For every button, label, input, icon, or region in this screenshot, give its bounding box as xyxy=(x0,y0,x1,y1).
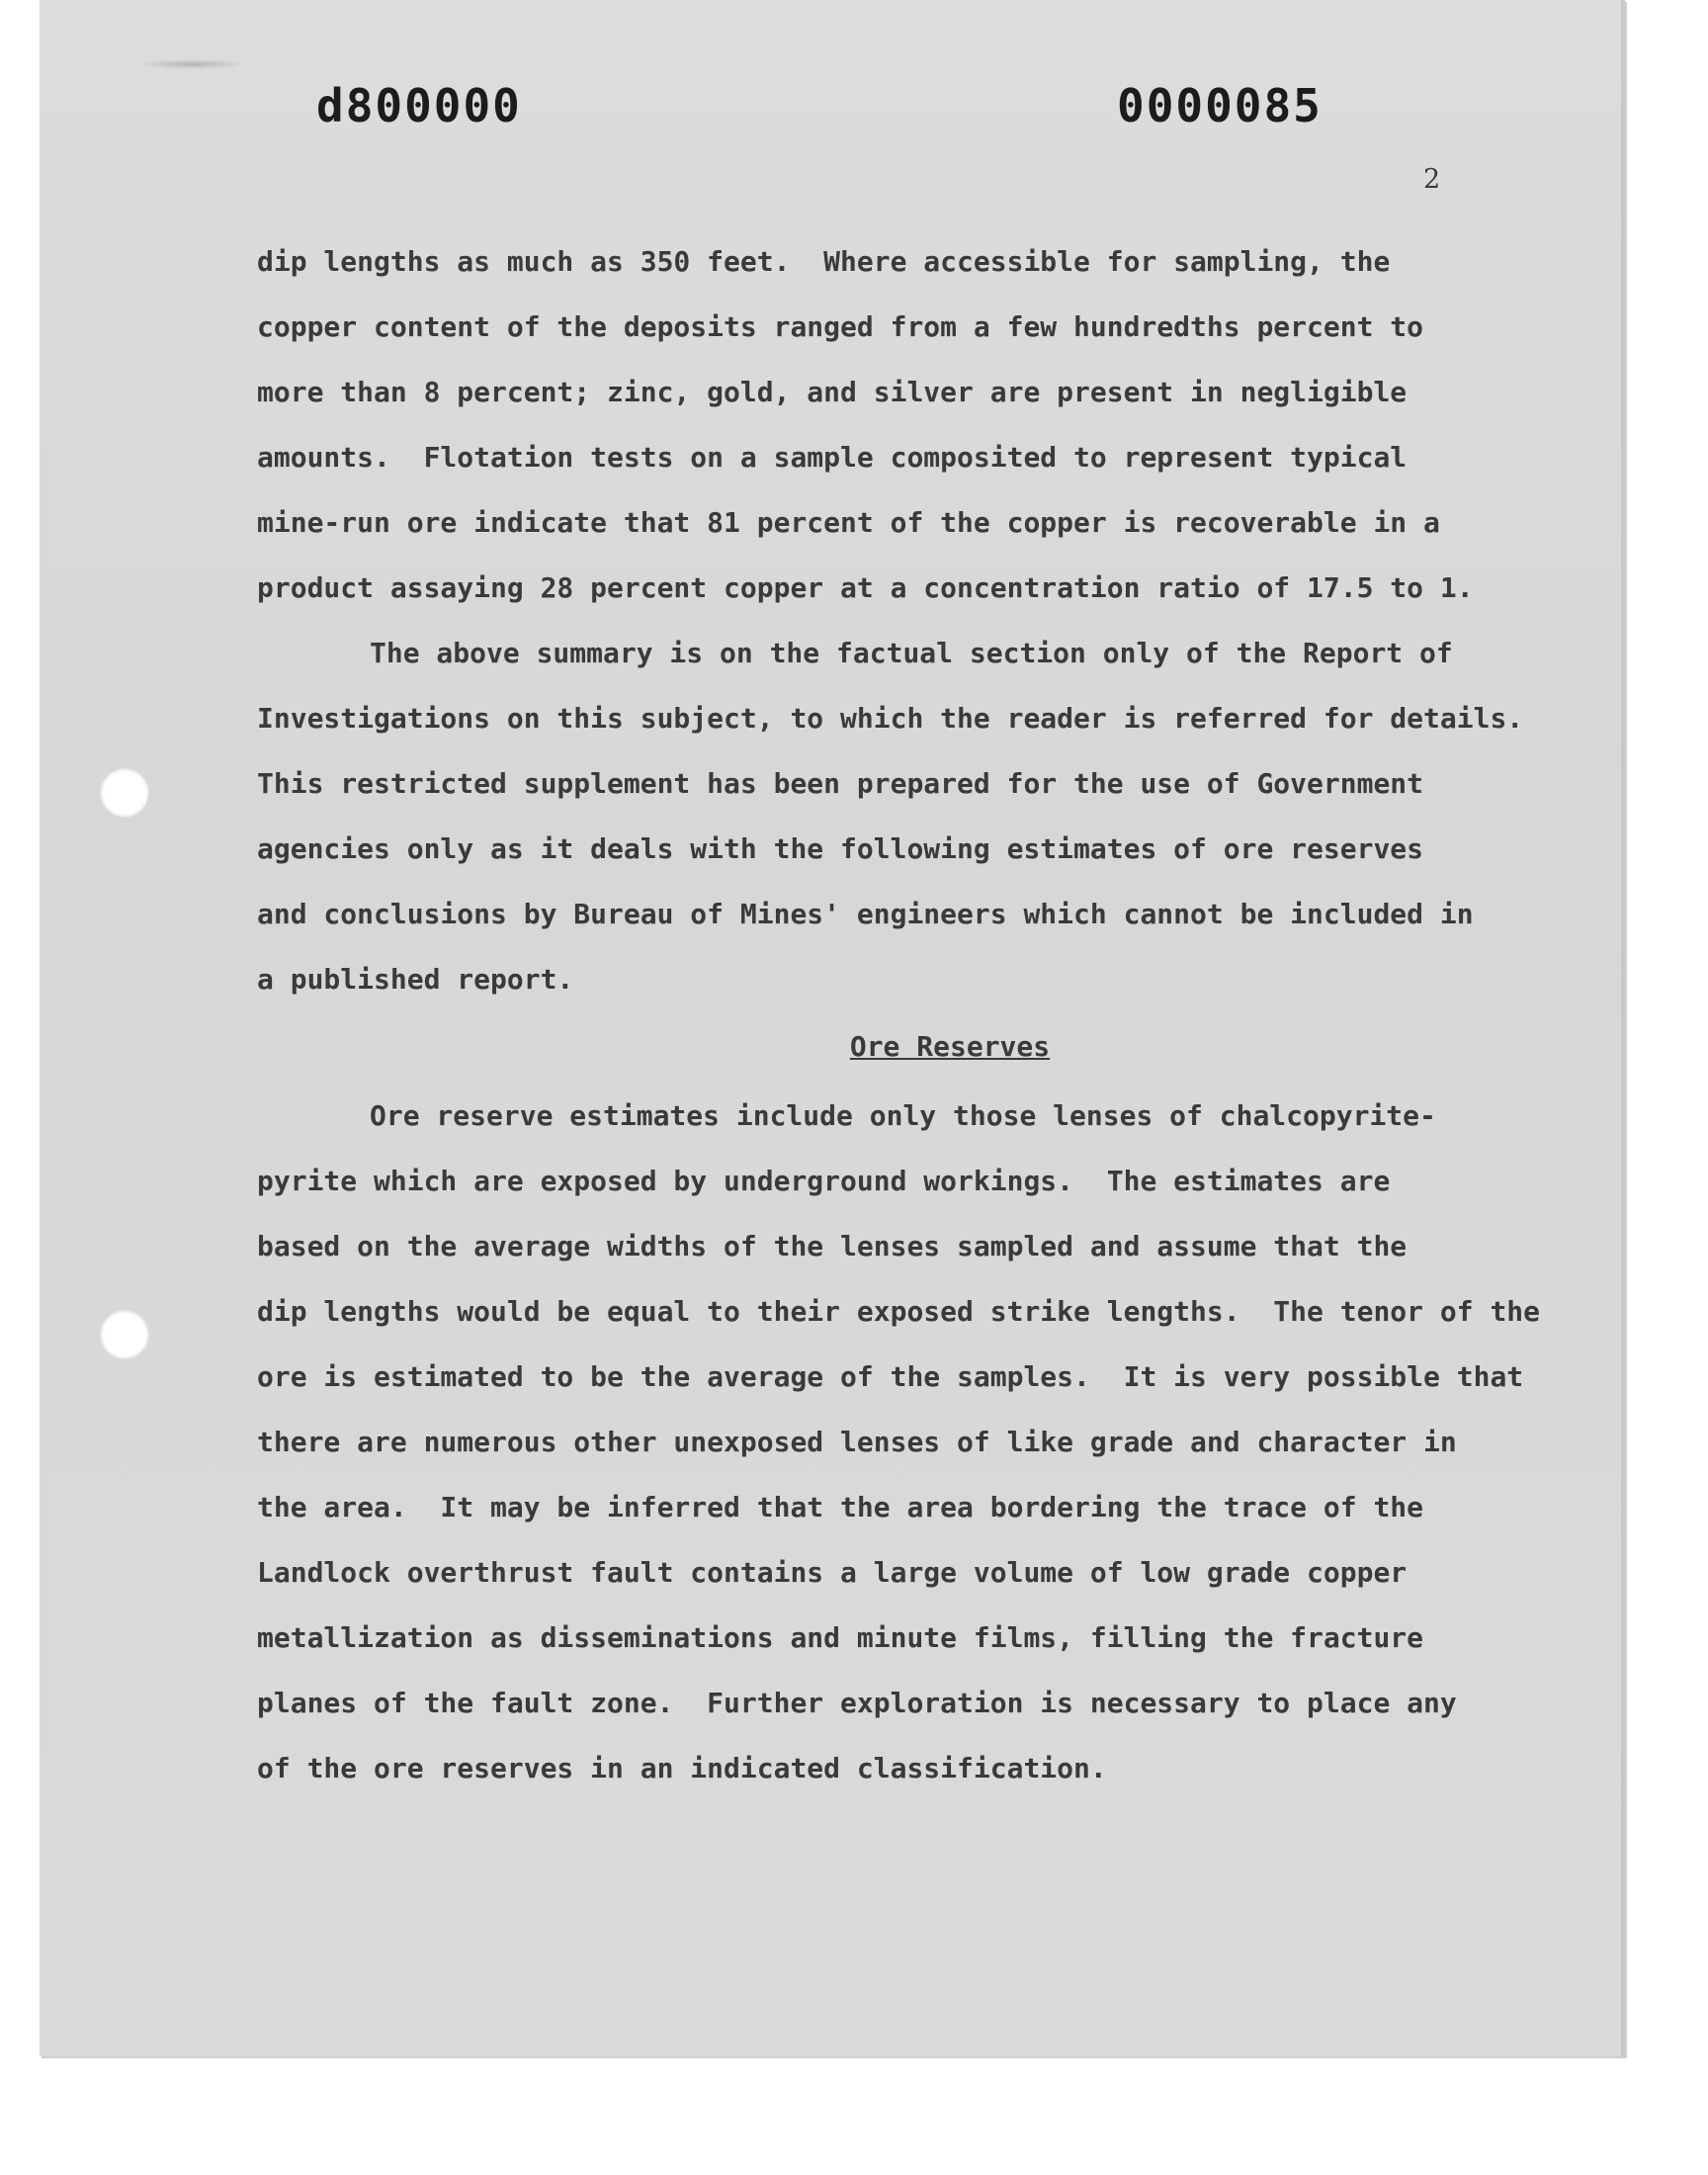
text-line: pyrite which are exposed by underground workings. The estimates are xyxy=(257,1165,1391,1197)
document-id-right: 0000085 xyxy=(1117,79,1323,132)
text-line: there are numerous other unexposed lenses of like grade and character in xyxy=(257,1426,1457,1458)
text-line: based on the average widths of the lenses sampled and assume that the xyxy=(257,1230,1408,1262)
text-line: planes of the fault zone. Further exploration is necessary to place any xyxy=(257,1687,1457,1719)
text-line: amounts. Flotation tests on a sample composited to represent typical xyxy=(257,441,1408,474)
text-line: metallization as disseminations and minute films, filling the fracture xyxy=(257,1621,1424,1654)
text-line: dip lengths as much as 350 feet. Where accessible for sampling, the xyxy=(257,245,1391,278)
text-line: the area. It may be inferred that the area bordering the trace of the xyxy=(257,1491,1424,1523)
text-line: The above summary is on the factual section only of the Report of xyxy=(370,637,1453,669)
text-line: copper content of the deposits ranged from a few hundredths percent to xyxy=(257,310,1424,343)
text-line: dip lengths would be equal to their exposed strike lengths. The tenor of the xyxy=(257,1295,1541,1328)
paragraph-restricted-supplement xyxy=(257,621,1542,1012)
section-heading xyxy=(0,1030,1708,1063)
text-line: a published report. xyxy=(257,963,574,996)
text-line: and conclusions by Bureau of Mines' engineers which cannot be included in xyxy=(257,898,1474,930)
paragraph-summary-continued xyxy=(257,229,1542,621)
text-line: This restricted supplement has been prepared for the use of Government xyxy=(257,767,1424,800)
text-line: Landlock overthrust fault contains a large volume of low grade copper xyxy=(257,1556,1408,1589)
paper-mark xyxy=(138,59,247,69)
paragraph-ore-reserves xyxy=(257,1084,1542,1801)
text-line: mine-run ore indicate that 81 percent of the copper is recoverable in a xyxy=(257,506,1440,539)
punch-hole xyxy=(100,1310,149,1359)
text-line: Ore reserve estimates include only those lenses of chalcopyrite- xyxy=(370,1099,1436,1132)
text-line: more than 8 percent; zinc, gold, and silver are present in negligible xyxy=(257,376,1408,408)
text-line: ore is estimated to be the average of the samples. It is very possible that xyxy=(257,1360,1524,1393)
text-line: of the ore reserves in an indicated classification. xyxy=(257,1752,1107,1784)
punch-hole xyxy=(100,768,149,818)
section-heading-text: Ore Reserves xyxy=(849,1030,1051,1063)
text-line: agencies only as it deals with the following estimates of ore reserves xyxy=(257,832,1424,865)
text-line: product assaying 28 percent copper at a concentration ratio of 17.5 to 1. xyxy=(257,571,1474,604)
text-line: Investigations on this subject, to which the reader is referred for details. xyxy=(257,702,1524,735)
page-number: 2 xyxy=(1423,164,1441,195)
document-id-left: d800000 xyxy=(316,79,522,132)
